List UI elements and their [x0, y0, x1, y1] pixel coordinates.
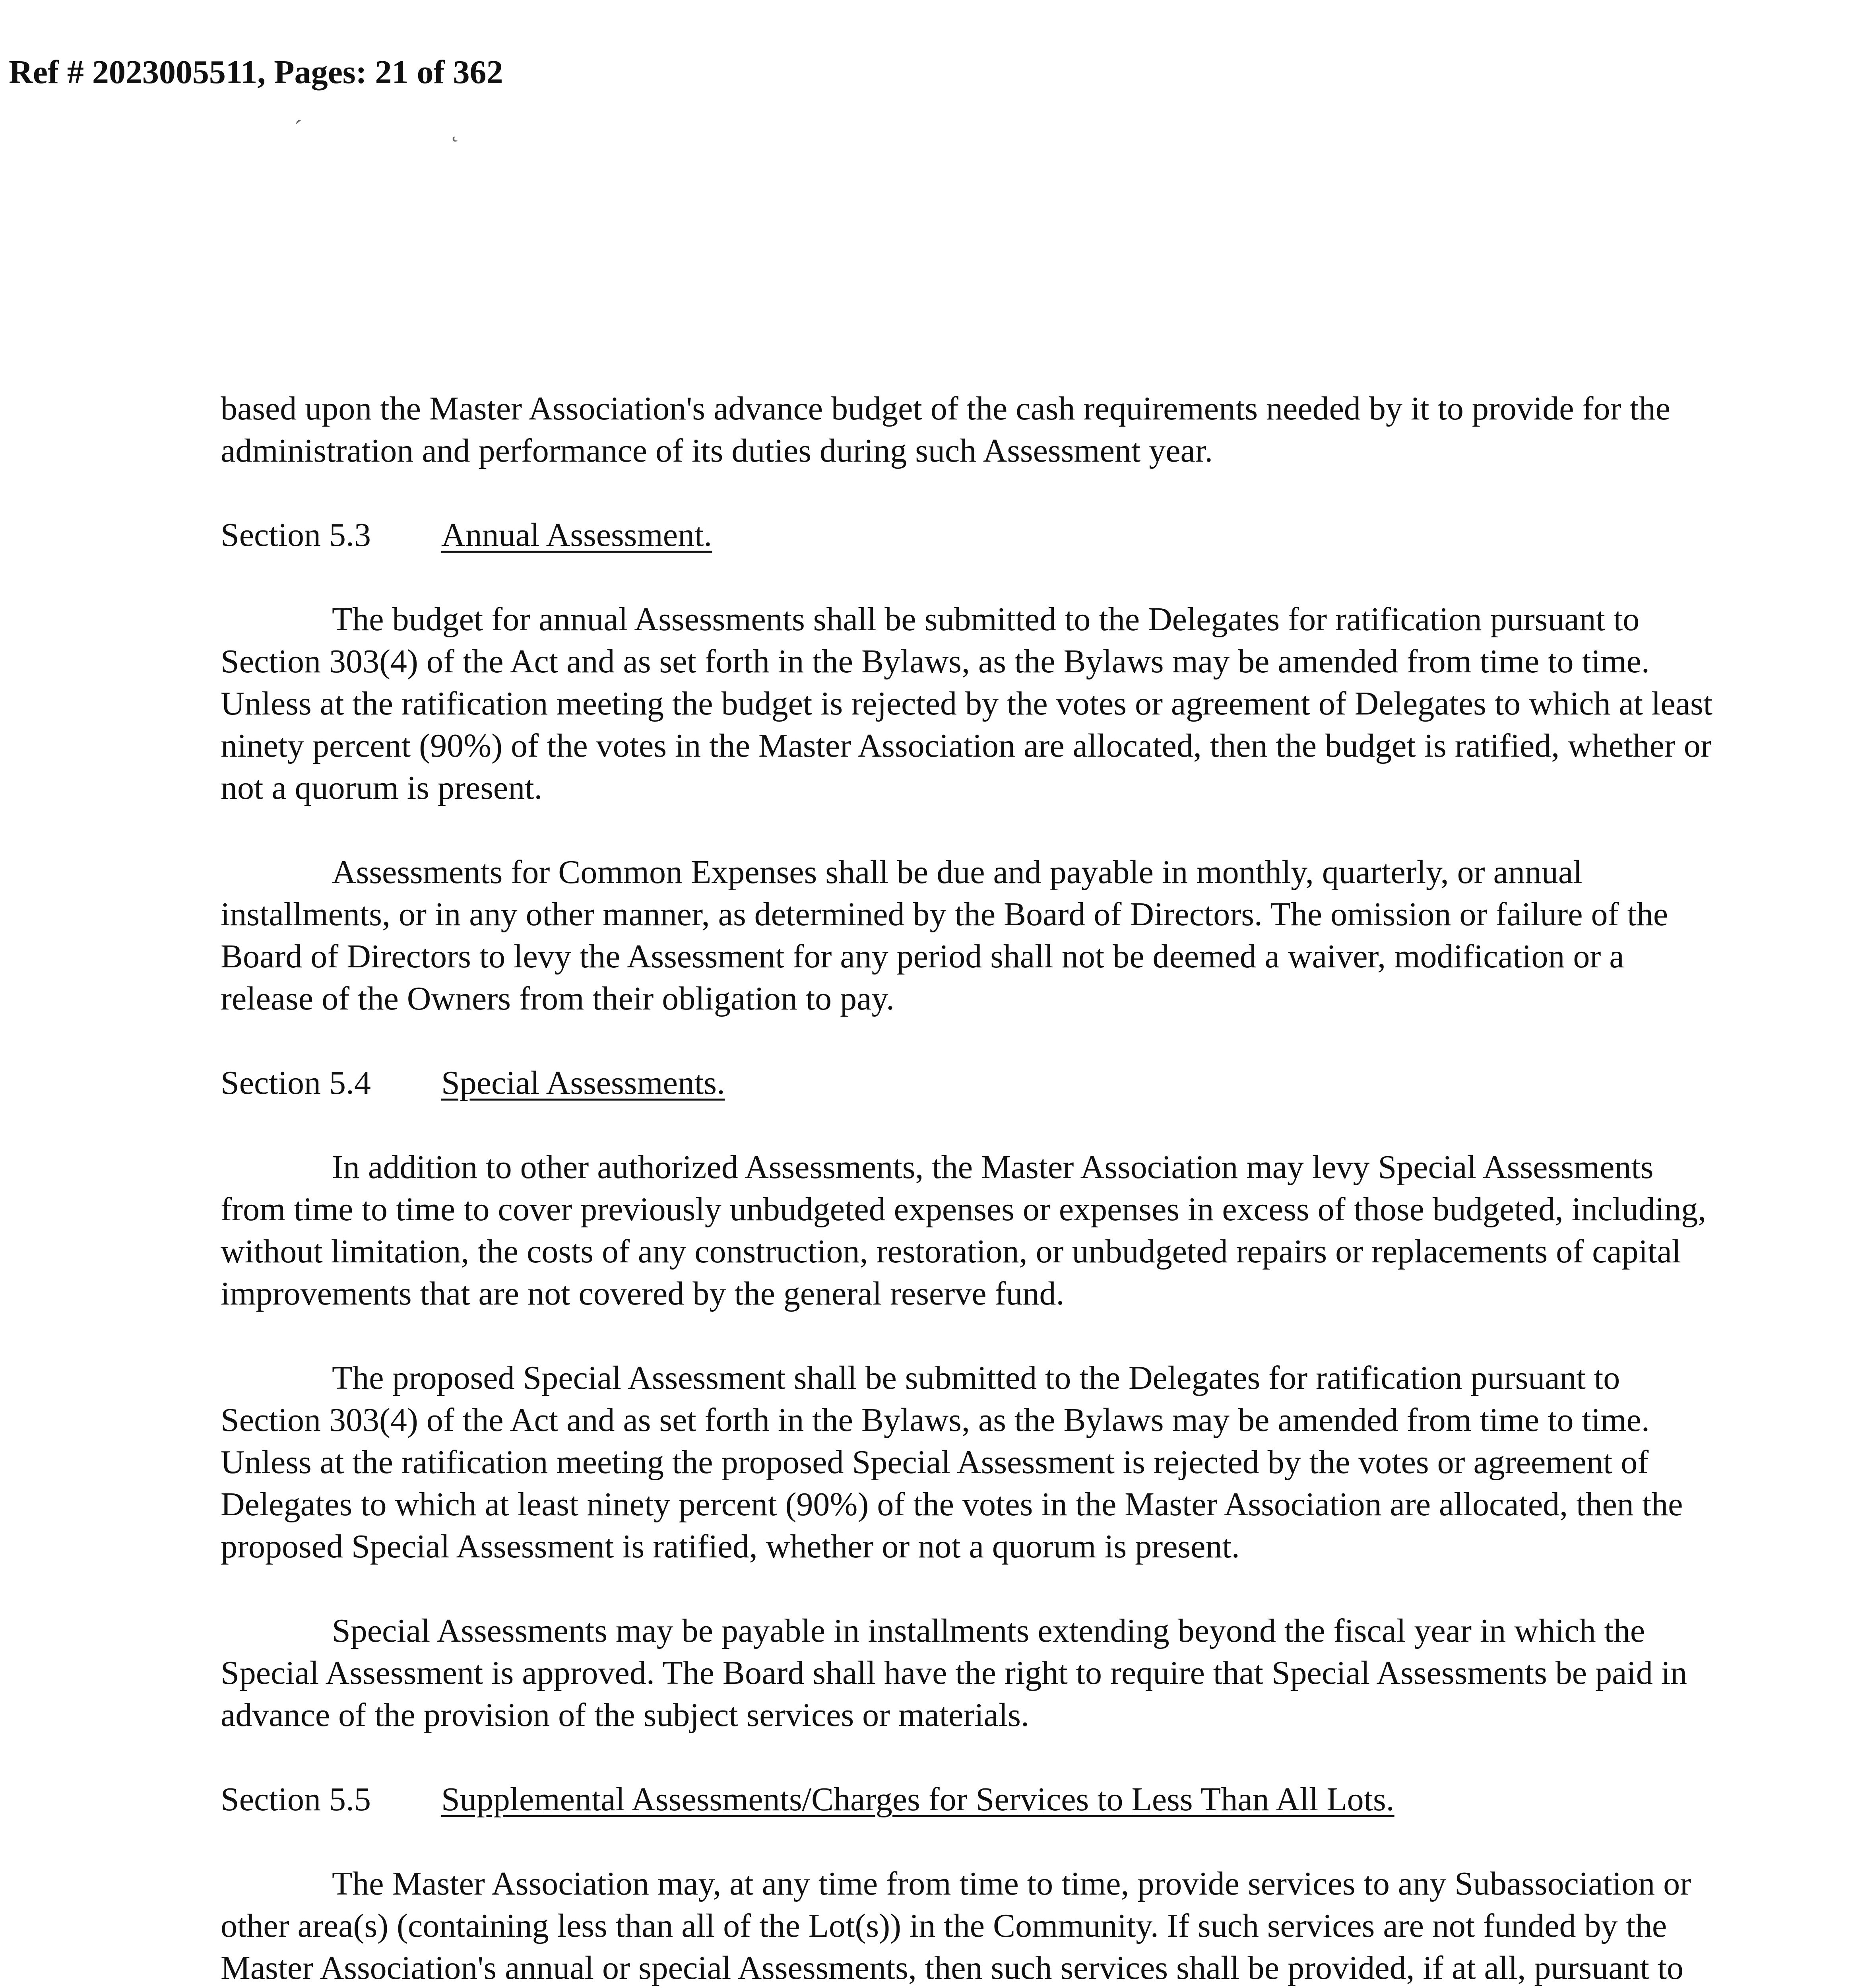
section-number: Section 5.5: [221, 1781, 371, 1818]
section-5-3-heading: [221, 514, 1715, 556]
section-5-4-paragraph-3: Special Assessments may be payable in installments extending beyond the fiscal year in which the Special Assessment is approved. The Board shall have the right to require that Special Assessments be paid in advance of the provision of the subject services or materials.: [221, 1612, 1687, 1734]
section-5-4-paragraph-2: The proposed Special Assessment shall be submitted to the Delegates for ratification pursuant to Section 303(4) of the Act and as set forth in the Bylaws, as the Bylaws may be amended from time to time. Unless at the ratification meeting the proposed Special Assessment is rejected by the votes or agreement of Delegates to which at least ninety percent (90%) of the votes in the Master Association are allocated, then the proposed Special Assessment is ratified, whether or not a quorum is present.: [221, 1359, 1683, 1565]
recording-reference-header: Ref # 2023005511, Pages: 21 of 362: [9, 54, 503, 91]
section-5-3-paragraph-2: Assessments for Common Expenses shall be due and payable in monthly, quarterly, or annual installments, or in any other manner, as determined by the Board of Directors. The omission or failure of the Board of Directors to levy the Assessment for any period shall not be deemed a waiver, modification or a release of the Owners from their obligation to pay.: [221, 854, 1668, 1017]
section-5-5-paragraph-1: The Master Association may, at any time from time to time, provide services to any Subassociation or other area(s) (containing less than all of the Lot(s)) in the Community. If such services are not funded by the Master Association's annual or special Assessments, then such services shall be provided, if at all, pursuant to: [221, 1865, 1691, 1986]
section-5-4-heading: [221, 1062, 1715, 1104]
section-5-4-paragraph-1: In addition to other authorized Assessments, the Master Association may levy Special Assessments from time to time to cover previously unbudgeted expenses or expenses in excess of those budgeted, including, without limitation, the costs of any construction, restoration, or unbudgeted repairs or replacements of capital improvements that are not covered by the general reserve fund.: [221, 1149, 1707, 1312]
section-number: Section 5.4: [221, 1064, 371, 1101]
scan-artifact-marks: ´ ˛: [294, 116, 531, 142]
section-title: Supplemental Assessments/Charges for Services to Less Than All Lots.: [441, 1781, 1394, 1818]
section-title: Annual Assessment.: [441, 516, 712, 553]
intro-paragraph: based upon the Master Association's advance budget of the cash requirements needed by it to provide for the administration and performance of its duties during such Assessment year.: [221, 390, 1671, 469]
section-5-5-heading: [221, 1778, 1715, 1821]
section-title: Special Assessments.: [441, 1064, 725, 1101]
section-5-3-paragraph-1: The budget for annual Assessments shall be submitted to the Delegates for ratification pursuant to Section 303(4) of the Act and as set forth in the Bylaws, as the Bylaws may be amended from time to time. Unless at the ratification meeting the budget is rejected by the votes or agreement of Delegates to which at least ninety percent (90%) of the votes in the Master Association are allocated, then the budget is ratified, whether or not a quorum is present.: [221, 601, 1713, 806]
document-body: [221, 388, 1715, 1988]
section-number: Section 5.3: [221, 516, 371, 553]
